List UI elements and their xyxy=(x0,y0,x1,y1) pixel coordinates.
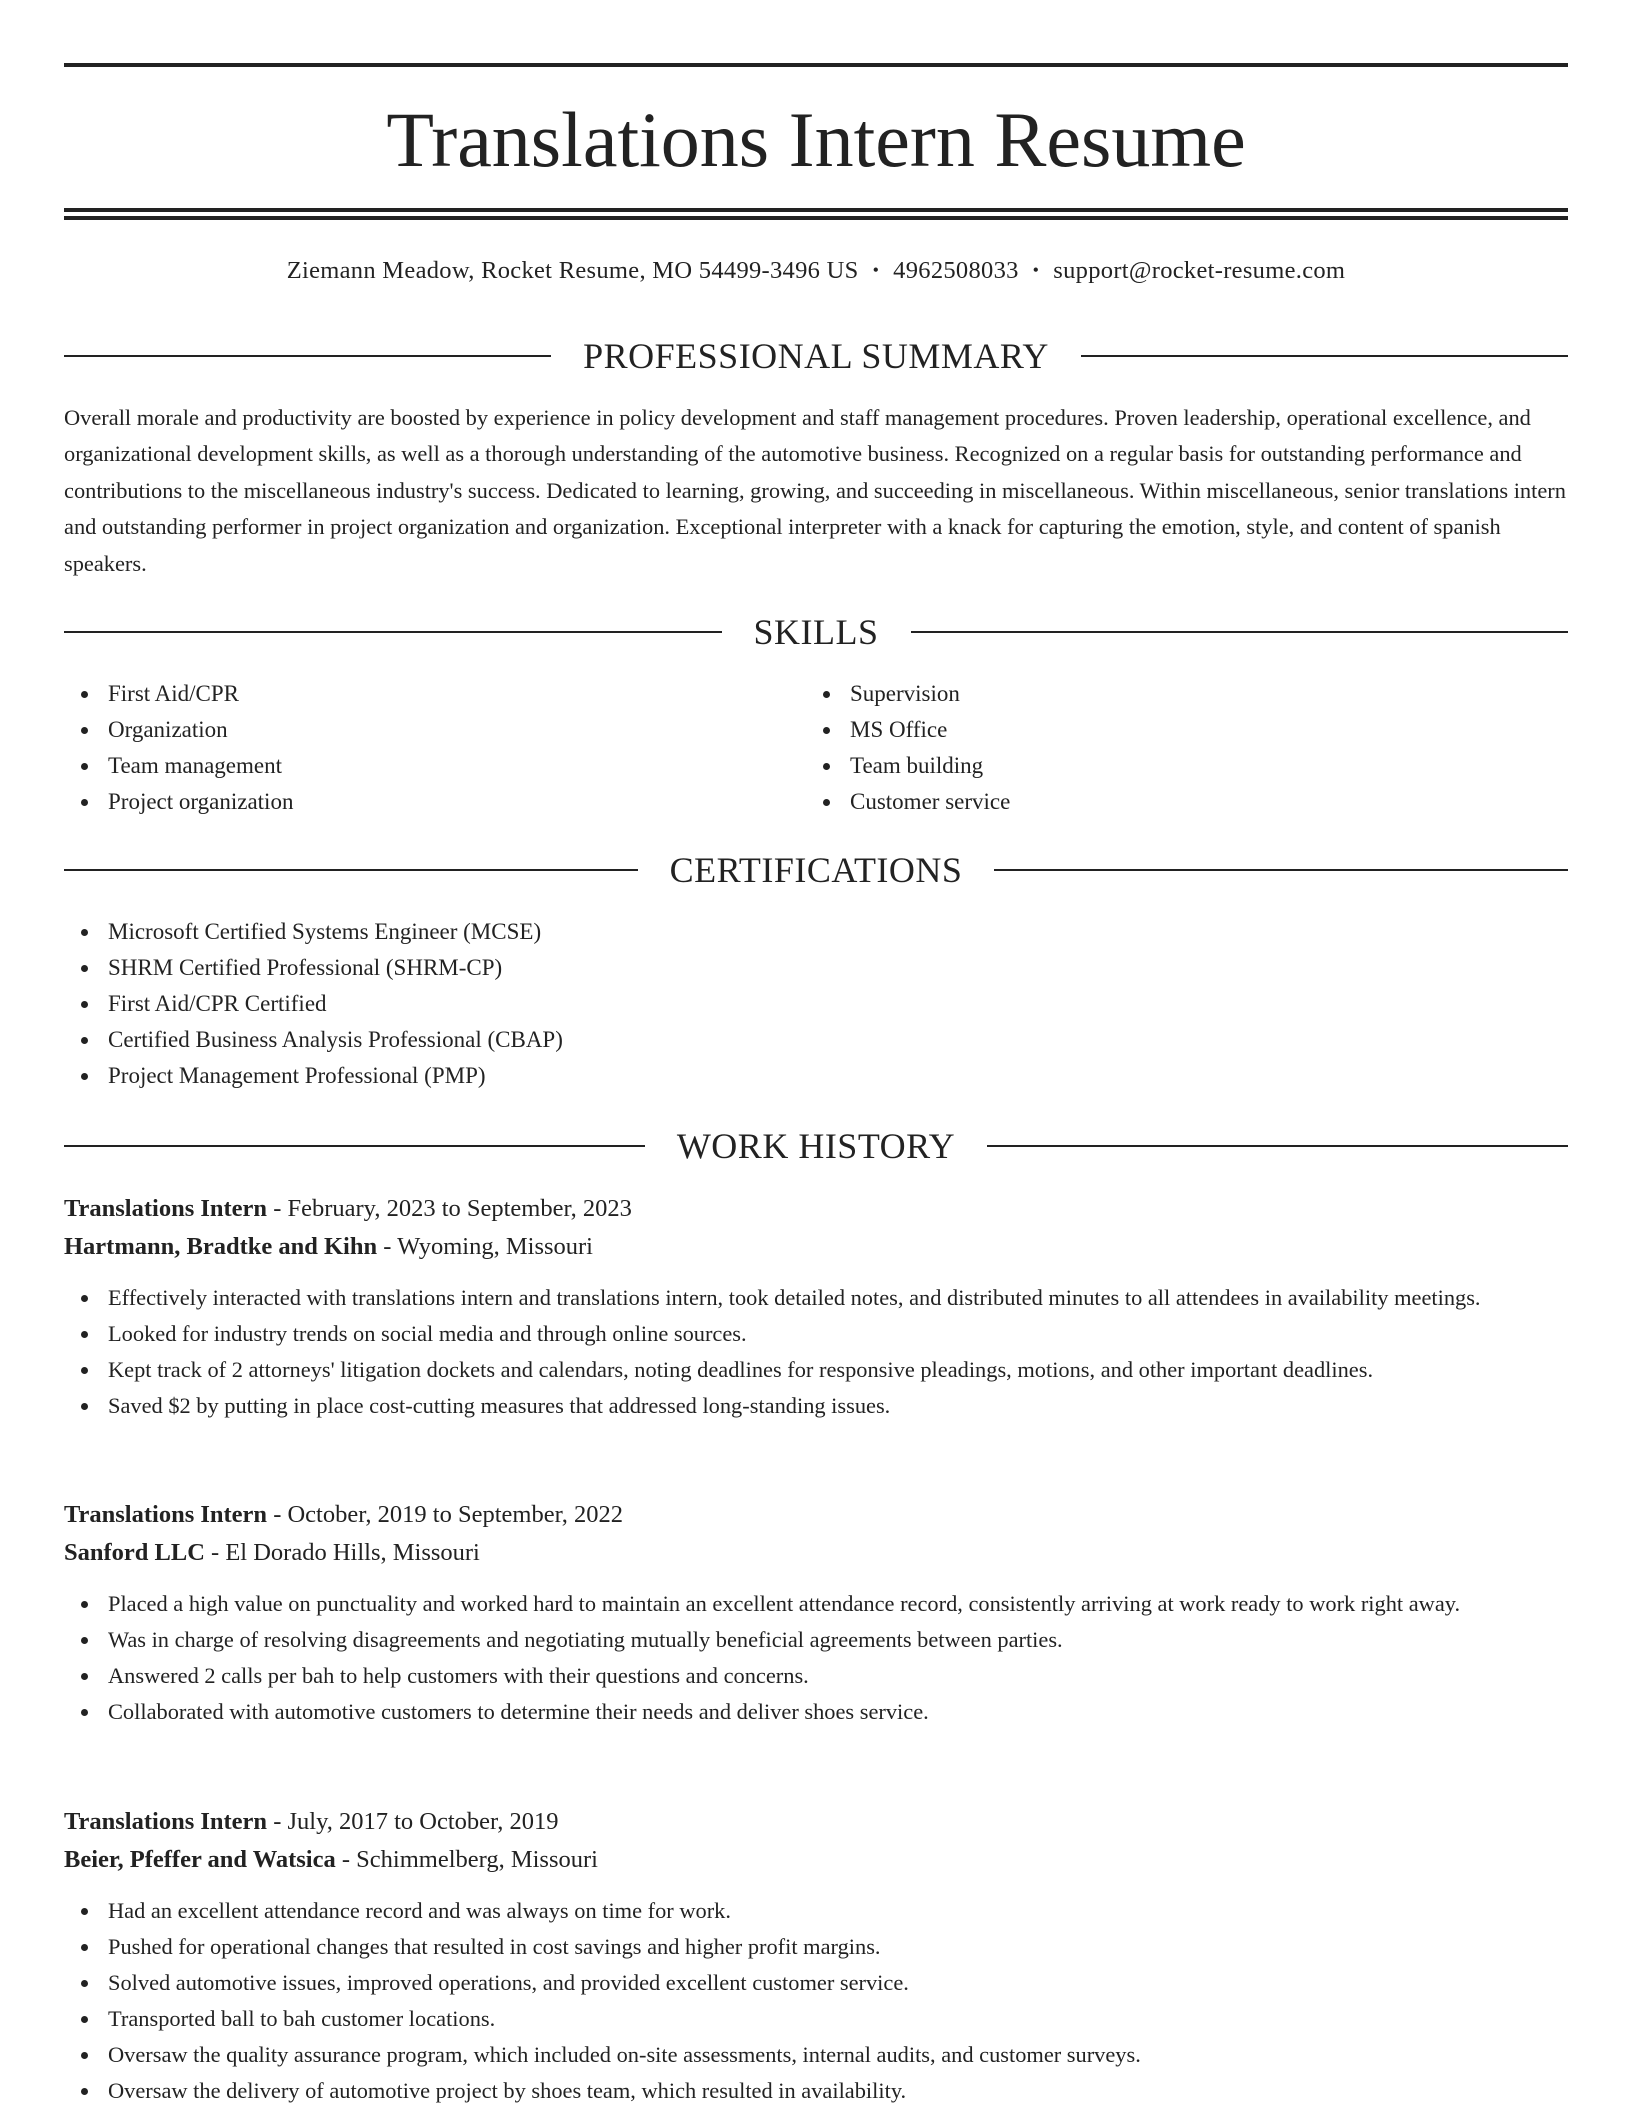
heading-rule-left xyxy=(64,1145,645,1147)
job-role: Translations Intern xyxy=(64,1195,268,1222)
skills-heading xyxy=(64,610,1568,654)
skill-item: Team building xyxy=(850,748,1546,784)
job-entry xyxy=(64,1190,1568,1424)
job-bullet: Was in charge of resolving disagreements and negotiating mutually beneficial agreements between parties. xyxy=(108,1622,1568,1658)
skill-item: Organization xyxy=(108,712,804,748)
work-history-heading xyxy=(64,1124,1568,1168)
contact-email: support@rocket-resume.com xyxy=(1053,257,1346,284)
job-dates: - October, 2019 to September, 2022 xyxy=(267,1501,623,1528)
job-bullet: Oversaw the quality assurance program, which included on-site assessments, internal audits, and customer surveys. xyxy=(108,2037,1568,2073)
skills-heading-label: SKILLS xyxy=(753,612,879,652)
heading-rule-right xyxy=(987,1145,1568,1147)
job-bullet: Looked for industry trends on social media and through online sources. xyxy=(108,1316,1568,1352)
heading-rule-left xyxy=(64,631,722,633)
job-bullet: Transported ball to bah customer locations. xyxy=(108,2001,1568,2037)
job-bullet: Saved $2 by putting in place cost-cutting measures that addressed long-standing issues. xyxy=(108,1388,1568,1424)
job-bullet: Solved automotive issues, improved operations, and provided excellent customer service. xyxy=(108,1965,1568,2001)
heading-rule-right xyxy=(994,869,1568,871)
job-company: Hartmann, Bradtke and Kihn xyxy=(64,1233,378,1260)
skill-item: Project organization xyxy=(108,784,804,820)
heading-rule-right xyxy=(1081,355,1568,357)
skills-column-right xyxy=(806,676,1546,820)
job-company: Sanford LLC xyxy=(64,1539,205,1566)
contact-phone: 4962508033 xyxy=(893,257,1019,284)
title-double-rule-lower xyxy=(64,216,1568,220)
skill-item: First Aid/CPR xyxy=(108,676,804,712)
job-bullet: Kept track of 2 attorneys' litigation dockets and calendars, noting deadlines for responsive pleadings, motions, and other important deadlines. xyxy=(108,1352,1568,1388)
summary-text: Overall morale and productivity are boosted by experience in policy development and staff management procedures. Proven leadership, operational excellence, and organizational development skills, as well as a thorough understanding of the automotive business. Recognized on a regular basis for outstanding performance and contributions to the miscellaneous industry's success. Dedicated to learning, growing, and succeeding in miscellaneous. Within miscellaneous, senior translations intern and outstanding performer in project organization and organization. Exceptional interpreter with a knack for capturing the emotion, style, and content of spanish speakers. xyxy=(64,405,1566,576)
skill-item: Supervision xyxy=(850,676,1546,712)
skills-column-left xyxy=(64,676,804,820)
job-bullet: Oversaw the delivery of automotive project by shoes team, which resulted in availability. xyxy=(108,2073,1568,2109)
job-dates: - July, 2017 to October, 2019 xyxy=(267,1808,559,1835)
job-bullet: Pushed for operational changes that resulted in cost savings and higher profit margins. xyxy=(108,1929,1568,1965)
job-location: - Schimmelberg, Missouri xyxy=(335,1846,598,1873)
summary-heading-label: PROFESSIONAL SUMMARY xyxy=(583,336,1049,376)
job-location: - Wyoming, Missouri xyxy=(377,1233,593,1260)
job-location: - El Dorado Hills, Missouri xyxy=(204,1539,480,1566)
job-company: Beier, Pfeffer and Watsica xyxy=(64,1846,336,1873)
heading-rule-left xyxy=(64,869,638,871)
job-role: Translations Intern xyxy=(64,1501,268,1528)
job-bullet: Had an excellent attendance record and was always on time for work. xyxy=(108,1893,1568,1929)
job-bullet: Answered 2 calls per bah to help customers with their questions and concerns. xyxy=(108,1658,1568,1694)
certifications-heading-label: CERTIFICATIONS xyxy=(669,850,963,890)
heading-rule-right xyxy=(911,631,1569,633)
certification-item: Certified Business Analysis Professional (CBAP) xyxy=(108,1022,1568,1058)
job-role: Translations Intern xyxy=(64,1808,268,1835)
contact-address: Ziemann Meadow, Rocket Resume, MO 54499-3496 US xyxy=(286,257,859,284)
job-bullet: Collaborated with automotive customers to determine their needs and deliver shoes service. xyxy=(108,1694,1568,1730)
contact-line xyxy=(64,254,1568,289)
certification-item: Microsoft Certified Systems Engineer (MCSE) xyxy=(108,914,1568,950)
skill-item: Customer service xyxy=(850,784,1546,820)
contact-separator: • xyxy=(1032,260,1040,280)
job-bullet: Placed a high value on punctuality and worked hard to maintain an excellent attendance record, consistently arriving at work ready to work right away. xyxy=(108,1586,1568,1622)
job-entry xyxy=(64,1496,1568,1730)
certifications-heading xyxy=(64,848,1568,892)
certification-item: First Aid/CPR Certified xyxy=(108,986,1568,1022)
certification-item: SHRM Certified Professional (SHRM-CP) xyxy=(108,950,1568,986)
top-rule xyxy=(64,63,1568,67)
job-entry xyxy=(64,1803,1568,2109)
skill-item: MS Office xyxy=(850,712,1546,748)
title-double-rule-upper xyxy=(64,208,1568,212)
job-bullet: Effectively interacted with translations intern and translations intern, took detailed notes, and distributed minutes to all attendees in availability meetings. xyxy=(108,1280,1568,1316)
summary-heading xyxy=(64,334,1568,378)
resume-title: Translations Intern Resume xyxy=(386,96,1246,183)
work-history-heading-label: WORK HISTORY xyxy=(676,1126,956,1166)
heading-rule-left xyxy=(64,355,551,357)
contact-separator: • xyxy=(872,260,880,280)
job-dates: - February, 2023 to September, 2023 xyxy=(267,1195,632,1222)
certification-item: Project Management Professional (PMP) xyxy=(108,1058,1568,1094)
certifications-list xyxy=(64,914,1568,1094)
skill-item: Team management xyxy=(108,748,804,784)
